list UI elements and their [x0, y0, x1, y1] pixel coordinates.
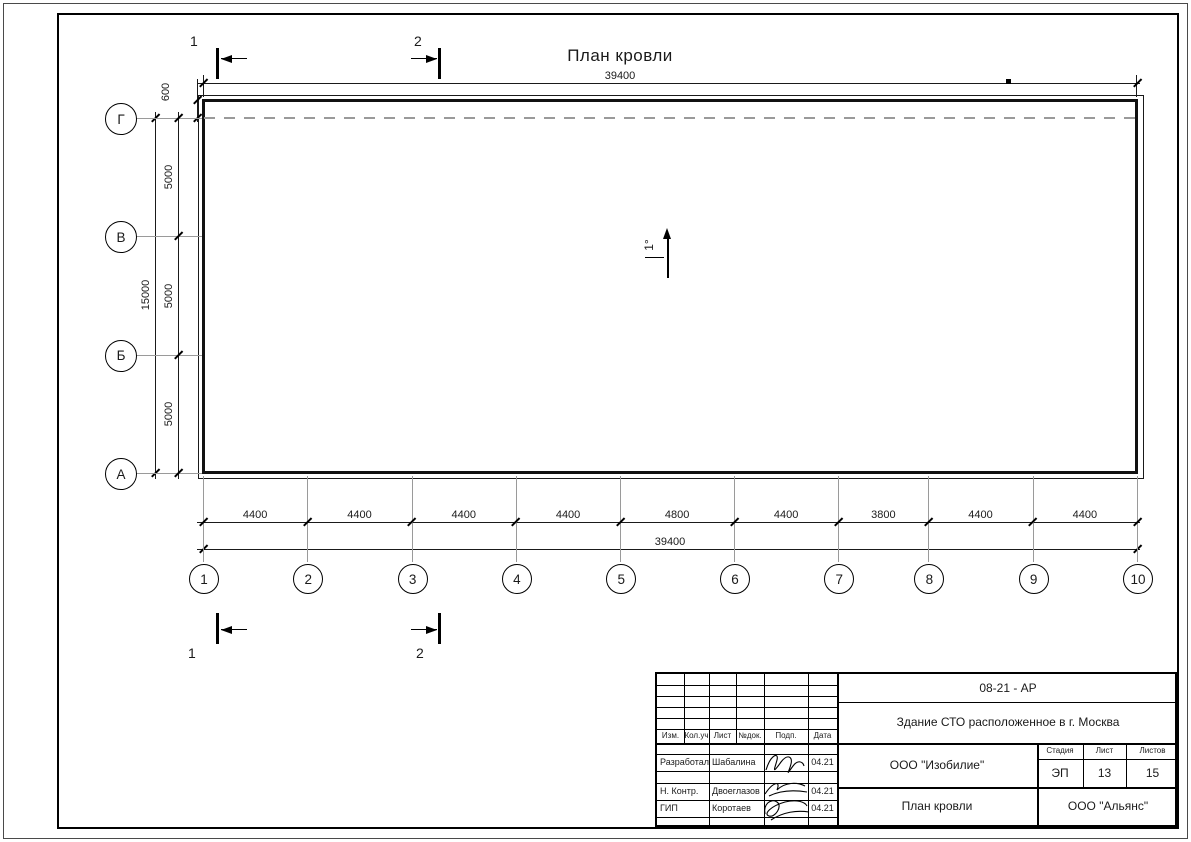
- section-arrowhead-icon: [426, 626, 437, 634]
- axis-circle-4: 4: [502, 564, 532, 594]
- tb-sheets-value: 15: [1145, 765, 1160, 780]
- axis-circle-10: 10: [1123, 564, 1153, 594]
- section-arrowhead-icon: [221, 55, 232, 63]
- tb-role: ГИП: [660, 802, 678, 813]
- dim-span-label: 4800: [664, 509, 690, 521]
- tb-col-izm: Изм.: [661, 730, 680, 740]
- tb-name: Шабалина: [712, 756, 756, 767]
- tb-company: ООО "Альянс": [1067, 798, 1149, 813]
- dim-span-label: 4400: [1072, 509, 1098, 521]
- top-dim-line: [197, 83, 1140, 84]
- section-bar: [216, 613, 219, 644]
- axis-circle-Г: Г: [105, 103, 137, 135]
- section-arrowhead-icon: [221, 626, 232, 634]
- tb-role: Разработал: [660, 756, 709, 767]
- axis-circle-3: 3: [398, 564, 428, 594]
- tb-sheet-value: 13: [1097, 765, 1112, 780]
- tb-doc-number: 08-21 - АР: [979, 680, 1037, 695]
- tb-name: Коротаев: [712, 802, 751, 813]
- slope-arrow: [667, 237, 669, 278]
- section-bar: [438, 48, 441, 79]
- axis-circle-6: 6: [720, 564, 750, 594]
- dim-span-label: 4400: [773, 509, 799, 521]
- tb-col-list: Лист: [713, 730, 732, 740]
- signature: [761, 792, 811, 826]
- tb-role: Н. Контр.: [660, 785, 699, 796]
- drawing-title: План кровли: [567, 46, 673, 65]
- tb-organization: ООО "Изобилие": [889, 757, 985, 772]
- dim-point-marker: [1006, 79, 1011, 84]
- bottom-dim-line-spans: [197, 522, 1140, 523]
- dim-span-label: 4400: [347, 509, 372, 521]
- section-label: 2: [414, 33, 422, 49]
- tb-col-podp: Подп.: [775, 730, 797, 740]
- tb-col-koluch: Кол.уч: [684, 730, 709, 740]
- grid-extension-line: [136, 236, 202, 237]
- roof-outline: [202, 99, 1138, 474]
- left-dim-line-spans: [178, 112, 179, 479]
- grid-extension-line: [136, 118, 202, 119]
- section-bar: [438, 613, 441, 644]
- dim-span-label: 5000: [163, 401, 175, 427]
- title-block: [655, 672, 1177, 827]
- tb-date: 04.21: [811, 785, 834, 796]
- tb-date: 04.21: [811, 802, 834, 813]
- axis-circle-1: 1: [189, 564, 219, 594]
- wall-axis-dashed-line: [204, 117, 1136, 119]
- tb-col-data: Дата: [813, 730, 832, 740]
- dim-span-label: 4400: [555, 509, 581, 521]
- section-arrowhead-icon: [426, 55, 437, 63]
- axis-circle-В: В: [105, 221, 137, 253]
- tb-date: 04.21: [811, 756, 834, 767]
- signature: [763, 750, 807, 778]
- ext-line: [1136, 75, 1137, 97]
- tb-stage-label: Стадия: [1046, 745, 1074, 755]
- tb-stage-value: ЭП: [1051, 765, 1069, 780]
- axis-circle-7: 7: [824, 564, 854, 594]
- tb-name: Двоеглазов: [712, 785, 760, 796]
- axis-circle-5: 5: [606, 564, 636, 594]
- section-label: 1: [190, 33, 198, 49]
- dim-span-label: 3800: [871, 509, 896, 521]
- axis-circle-Б: Б: [105, 340, 137, 372]
- dim-span-label: 4400: [968, 509, 993, 521]
- dim-overhang: 600: [160, 82, 172, 102]
- axis-circle-8: 8: [914, 564, 944, 594]
- bottom-dim-line-total: [197, 549, 1140, 550]
- tb-sheet-label: Лист: [1095, 745, 1114, 755]
- slope-arrowhead-icon: [663, 228, 671, 239]
- dim-total-top: 39400: [604, 70, 636, 82]
- dim-span-label: 5000: [163, 164, 175, 190]
- slope-tick: [645, 257, 664, 258]
- tb-line: [657, 771, 837, 772]
- section-label: 1: [188, 645, 196, 661]
- left-dim-line-total: [155, 112, 156, 479]
- tb-sheet-title: План кровли: [901, 798, 973, 813]
- dim-total-left: 15000: [140, 279, 152, 311]
- tb-project-name: Здание СТО расположенное в г. Москва: [896, 715, 1120, 730]
- grid-extension-line: [136, 473, 202, 474]
- dim-span-label: 4400: [451, 509, 476, 521]
- dim-total-bottom: 39400: [654, 536, 686, 548]
- axis-circle-9: 9: [1019, 564, 1049, 594]
- grid-extension-line: [136, 355, 202, 356]
- tb-sheets-label: Листов: [1139, 745, 1166, 755]
- dim-span-label: 5000: [163, 283, 175, 308]
- tb-col-doc: №док.: [738, 730, 762, 740]
- ext-line: [203, 75, 204, 97]
- dim-span-label: 4400: [242, 509, 268, 521]
- section-bar: [216, 48, 219, 79]
- axis-circle-А: А: [105, 458, 137, 490]
- slope-label: 1°: [642, 239, 656, 251]
- section-label: 2: [416, 645, 424, 661]
- axis-circle-2: 2: [293, 564, 323, 594]
